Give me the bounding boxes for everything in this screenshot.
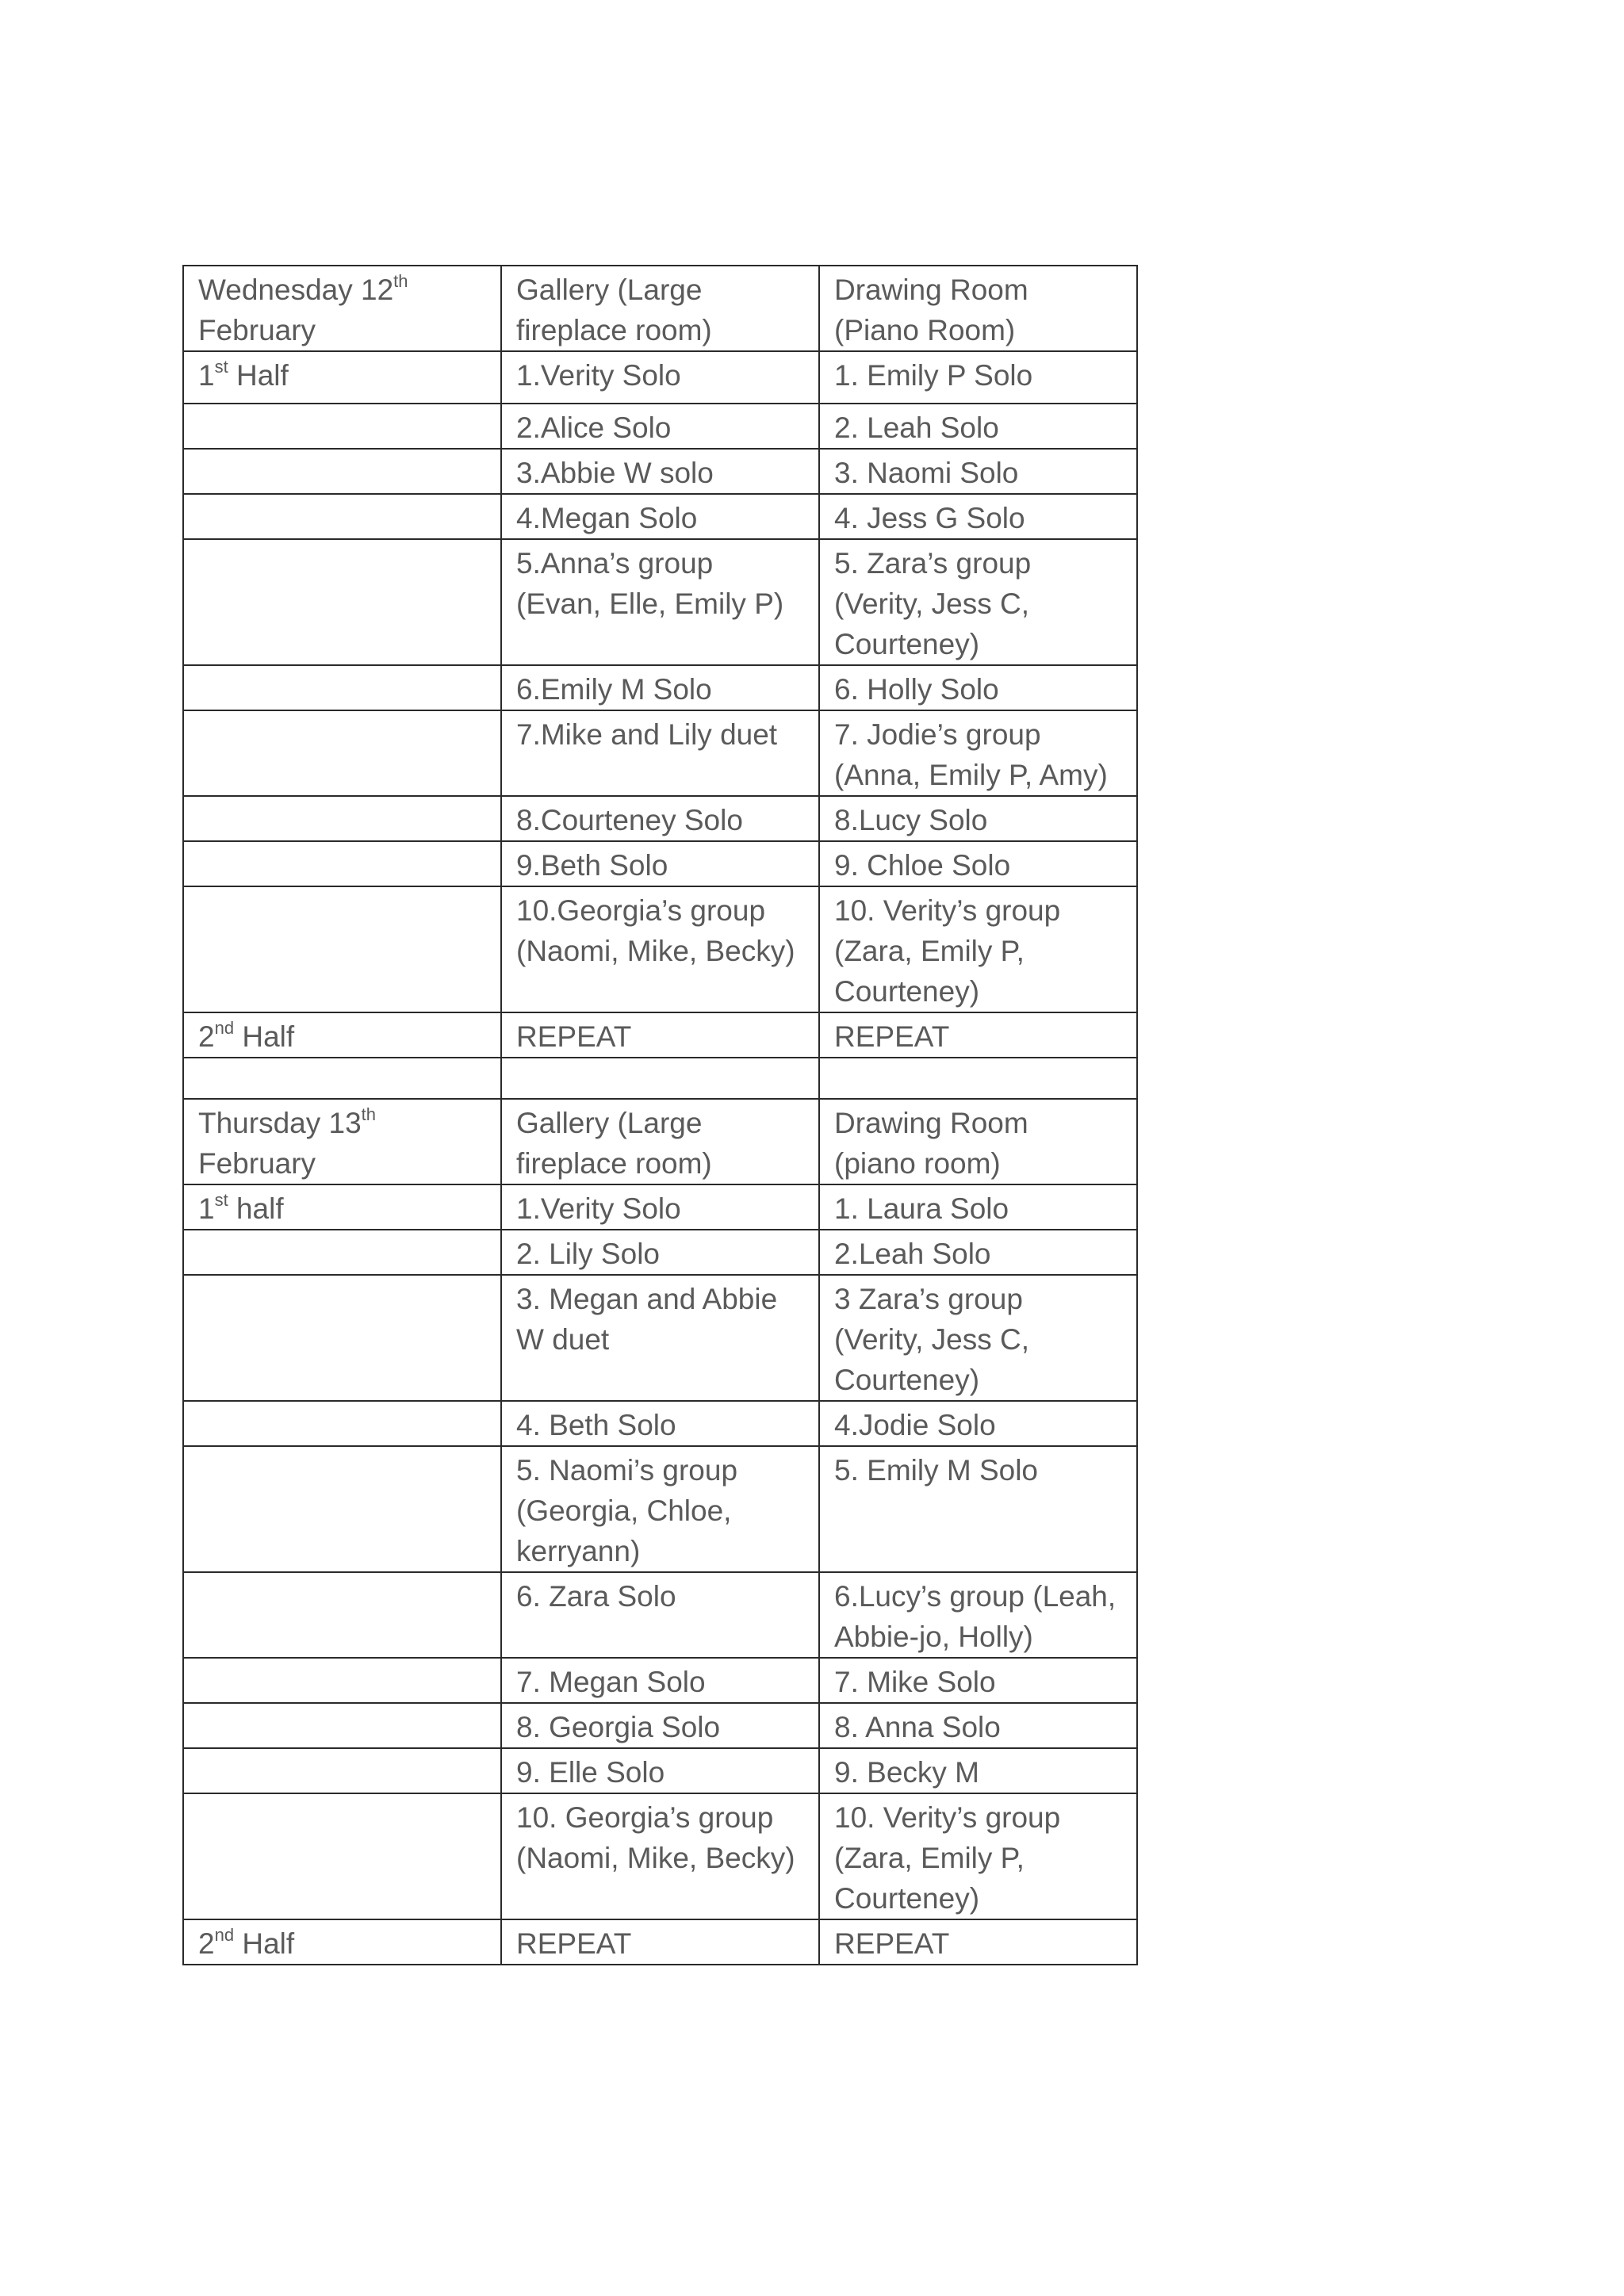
schedule-row xyxy=(183,494,1137,539)
slot-line: (Georgia, Chloe, xyxy=(516,1494,732,1527)
slot-line: 1.Verity Solo xyxy=(516,1192,681,1225)
gallery-slot xyxy=(501,494,819,539)
half-label-cell xyxy=(183,1184,501,1230)
half-label-cell xyxy=(183,1012,501,1058)
gallery-header-line: Gallery (Large xyxy=(516,1107,703,1139)
slot-line: (Verity, Jess C, xyxy=(834,587,1030,620)
drawing-slot xyxy=(819,1401,1137,1446)
gallery-slot xyxy=(501,1275,819,1401)
drawing-slot xyxy=(819,404,1137,449)
gallery-slot xyxy=(501,1446,819,1572)
drawing-slot xyxy=(819,1793,1137,1919)
empty-cell xyxy=(183,1748,501,1793)
empty-cell xyxy=(183,796,501,841)
repeat-text: REPEAT xyxy=(834,1927,950,1960)
half-word: Half xyxy=(228,359,289,392)
schedule-row xyxy=(183,1184,1137,1230)
schedule-row xyxy=(183,351,1137,404)
slot-line: 1.Verity Solo xyxy=(516,359,681,392)
gallery-slot xyxy=(501,1703,819,1748)
drawing-slot xyxy=(819,1275,1137,1401)
gallery-slot xyxy=(501,539,819,665)
gallery-slot xyxy=(501,404,819,449)
drawing-slot xyxy=(819,1658,1137,1703)
schedule-row xyxy=(183,449,1137,494)
drawing-slot xyxy=(819,1748,1137,1793)
gallery-header-cell xyxy=(501,1099,819,1184)
gallery-slot xyxy=(501,710,819,796)
day-header-row xyxy=(183,266,1137,351)
slot-line: 6.Lucy’s group (Leah, xyxy=(834,1580,1116,1613)
slot-line: 10.Georgia’s group xyxy=(516,894,766,927)
gallery-header-line: Gallery (Large xyxy=(516,274,703,306)
schedule-row xyxy=(183,539,1137,665)
drawing-header-line: (piano room) xyxy=(834,1147,1001,1180)
slot-line: Courteney) xyxy=(834,628,980,660)
slot-line: 9. Elle Solo xyxy=(516,1756,665,1789)
empty-cell xyxy=(183,1572,501,1658)
drawing-slot xyxy=(819,539,1137,665)
day-ordinal: th xyxy=(361,1104,377,1124)
empty-cell xyxy=(183,665,501,710)
drawing-slot xyxy=(819,710,1137,796)
gallery-header-line: fireplace room) xyxy=(516,314,712,346)
gallery-slot xyxy=(501,1919,819,1965)
schedule-row xyxy=(183,710,1137,796)
schedule-row xyxy=(183,1793,1137,1919)
schedule-row xyxy=(183,665,1137,710)
drawing-header-cell xyxy=(819,1099,1137,1184)
drawing-slot xyxy=(819,1703,1137,1748)
slot-line: Abbie-jo, Holly) xyxy=(834,1621,1033,1653)
slot-line: W duet xyxy=(516,1323,610,1356)
empty-cell xyxy=(819,1058,1137,1099)
drawing-header-line: Drawing Room xyxy=(834,274,1028,306)
slot-line: 8. Georgia Solo xyxy=(516,1711,721,1743)
slot-line: 7. Mike Solo xyxy=(834,1666,996,1698)
half-label xyxy=(198,355,486,396)
schedule-body xyxy=(183,266,1137,1965)
slot-line: (Zara, Emily P, xyxy=(834,935,1025,967)
half-ordinal: st xyxy=(214,357,228,377)
empty-cell xyxy=(183,1401,501,1446)
schedule-row xyxy=(183,1401,1137,1446)
drawing-header-line: (Piano Room) xyxy=(834,314,1016,346)
drawing-slot xyxy=(819,1572,1137,1658)
gallery-slot xyxy=(501,1658,819,1703)
drawing-slot xyxy=(819,449,1137,494)
gallery-slot xyxy=(501,1230,819,1275)
half-word: Half xyxy=(234,1020,295,1053)
day-cell xyxy=(183,266,501,351)
schedule-row xyxy=(183,1446,1137,1572)
gallery-slot xyxy=(501,449,819,494)
half-ordinal: st xyxy=(214,1190,228,1210)
empty-cell xyxy=(183,1230,501,1275)
drawing-slot xyxy=(819,1012,1137,1058)
day-cell xyxy=(183,1099,501,1184)
half-label-cell xyxy=(183,1919,501,1965)
gallery-slot xyxy=(501,796,819,841)
drawing-header-cell xyxy=(819,266,1137,351)
slot-line: 2. Lily Solo xyxy=(516,1238,660,1270)
schedule-row xyxy=(183,841,1137,886)
slot-line: 4. Jess G Solo xyxy=(834,502,1025,534)
slot-line: 1. Laura Solo xyxy=(834,1192,1009,1225)
schedule-row xyxy=(183,1919,1137,1965)
slot-line: 9. Chloe Solo xyxy=(834,849,1011,882)
empty-cell xyxy=(183,1058,501,1099)
drawing-slot xyxy=(819,1919,1137,1965)
slot-line: 2. Leah Solo xyxy=(834,411,999,444)
half-ordinal: nd xyxy=(214,1018,235,1038)
slot-line: Courteney) xyxy=(834,1364,980,1396)
day-header-row xyxy=(183,1099,1137,1184)
slot-line: 3. Megan and Abbie xyxy=(516,1283,778,1315)
slot-line: 4.Jodie Solo xyxy=(834,1409,996,1441)
slot-line: 9.Beth Solo xyxy=(516,849,668,882)
slot-line: 3. Naomi Solo xyxy=(834,457,1019,489)
gallery-slot xyxy=(501,1572,819,1658)
drawing-slot xyxy=(819,494,1137,539)
empty-cell xyxy=(183,1275,501,1401)
half-label xyxy=(198,1016,486,1057)
empty-cell xyxy=(501,1058,819,1099)
half-label xyxy=(198,1923,486,1964)
drawing-slot xyxy=(819,1230,1137,1275)
day-label: Thursday 13 xyxy=(198,1107,362,1139)
slot-line: 4. Beth Solo xyxy=(516,1409,676,1441)
repeat-text: REPEAT xyxy=(834,1020,950,1053)
empty-cell xyxy=(183,539,501,665)
half-ordinal: nd xyxy=(214,1925,235,1945)
day-label: Wednesday 12 xyxy=(198,274,394,306)
slot-line: 9. Becky M xyxy=(834,1756,979,1789)
slot-line: kerryann) xyxy=(516,1535,641,1567)
schedule-row xyxy=(183,1658,1137,1703)
drawing-slot xyxy=(819,841,1137,886)
drawing-slot xyxy=(819,886,1137,1012)
slot-line: 8. Anna Solo xyxy=(834,1711,1001,1743)
gallery-slot xyxy=(501,1012,819,1058)
schedule-row xyxy=(183,1572,1137,1658)
slot-line: 6.Emily M Solo xyxy=(516,673,712,706)
gallery-slot xyxy=(501,1793,819,1919)
schedule-row xyxy=(183,1012,1137,1058)
slot-line: 8.Courteney Solo xyxy=(516,804,743,836)
day-label-line xyxy=(198,270,486,310)
slot-line: Courteney) xyxy=(834,1882,980,1915)
slot-line: 10. Verity’s group xyxy=(834,1801,1061,1834)
empty-cell xyxy=(183,494,501,539)
day-ordinal: th xyxy=(393,271,408,291)
drawing-slot xyxy=(819,665,1137,710)
day-month: February xyxy=(198,1147,316,1180)
gallery-slot xyxy=(501,886,819,1012)
slot-line: 1. Emily P Solo xyxy=(834,359,1033,392)
empty-cell xyxy=(183,1446,501,1572)
slot-line: 7. Jodie’s group xyxy=(834,718,1041,751)
gallery-header-line: fireplace room) xyxy=(516,1147,712,1180)
slot-line: 10. Verity’s group xyxy=(834,894,1061,927)
slot-line: 7. Megan Solo xyxy=(516,1666,706,1698)
slot-line: 7.Mike and Lily duet xyxy=(516,718,778,751)
gallery-slot xyxy=(501,841,819,886)
half-word: half xyxy=(228,1192,284,1225)
drawing-slot xyxy=(819,1184,1137,1230)
drawing-slot xyxy=(819,351,1137,404)
rehearsal-schedule-table xyxy=(182,265,1138,1965)
gallery-slot xyxy=(501,665,819,710)
slot-line: 5. Emily M Solo xyxy=(834,1454,1039,1487)
schedule-row xyxy=(183,1230,1137,1275)
repeat-text: REPEAT xyxy=(516,1020,632,1053)
schedule-row xyxy=(183,1703,1137,1748)
slot-line: 4.Megan Solo xyxy=(516,502,698,534)
gallery-slot xyxy=(501,1748,819,1793)
slot-line: (Zara, Emily P, xyxy=(834,1842,1025,1874)
half-number: 1 xyxy=(198,1192,215,1225)
schedule-row xyxy=(183,404,1137,449)
empty-cell xyxy=(183,404,501,449)
half-number: 2 xyxy=(198,1020,215,1053)
gallery-slot xyxy=(501,351,819,404)
empty-cell xyxy=(183,710,501,796)
slot-line: 5. Zara’s group xyxy=(834,547,1032,580)
empty-cell xyxy=(183,449,501,494)
slot-line: 5. Naomi’s group xyxy=(516,1454,738,1487)
drawing-slot xyxy=(819,796,1137,841)
slot-line: (Evan, Elle, Emily P) xyxy=(516,587,784,620)
slot-line: 6. Holly Solo xyxy=(834,673,999,706)
schedule-row xyxy=(183,796,1137,841)
slot-line: 10. Georgia’s group xyxy=(516,1801,774,1834)
empty-cell xyxy=(183,841,501,886)
half-label xyxy=(198,1188,486,1229)
slot-line: 6. Zara Solo xyxy=(516,1580,676,1613)
slot-line: (Naomi, Mike, Becky) xyxy=(516,935,795,967)
gallery-slot xyxy=(501,1401,819,1446)
repeat-text: REPEAT xyxy=(516,1927,632,1960)
slot-line: 5.Anna’s group xyxy=(516,547,714,580)
half-word: Half xyxy=(234,1927,295,1960)
slot-line: Courteney) xyxy=(834,975,980,1008)
drawing-slot xyxy=(819,1446,1137,1572)
slot-line: 2.Alice Solo xyxy=(516,411,672,444)
schedule-row xyxy=(183,1748,1137,1793)
slot-line: (Naomi, Mike, Becky) xyxy=(516,1842,795,1874)
gallery-slot xyxy=(501,1184,819,1230)
day-month: February xyxy=(198,314,316,346)
slot-line: 3.Abbie W solo xyxy=(516,457,714,489)
schedule-row xyxy=(183,1275,1137,1401)
slot-line: (Anna, Emily P, Amy) xyxy=(834,759,1108,791)
half-label-cell xyxy=(183,351,501,404)
schedule-row xyxy=(183,886,1137,1012)
slot-line: 3 Zara’s group xyxy=(834,1283,1023,1315)
day-label-line xyxy=(198,1103,486,1143)
gallery-header-cell xyxy=(501,266,819,351)
spacer-row xyxy=(183,1058,1137,1099)
empty-cell xyxy=(183,1793,501,1919)
slot-line: (Verity, Jess C, xyxy=(834,1323,1030,1356)
empty-cell xyxy=(183,1703,501,1748)
slot-line: 8.Lucy Solo xyxy=(834,804,988,836)
empty-cell xyxy=(183,886,501,1012)
half-number: 2 xyxy=(198,1927,215,1960)
drawing-header-line: Drawing Room xyxy=(834,1107,1028,1139)
empty-cell xyxy=(183,1658,501,1703)
half-number: 1 xyxy=(198,359,215,392)
slot-line: 2.Leah Solo xyxy=(834,1238,991,1270)
